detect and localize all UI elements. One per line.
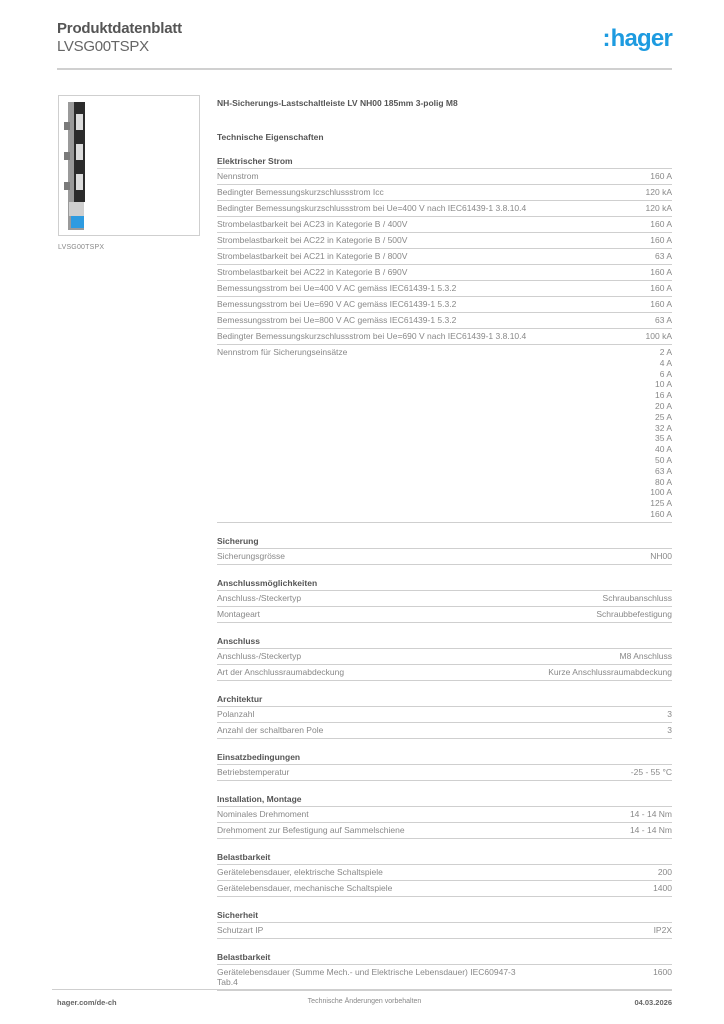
spec-label: Bedingter Bemessungskurzschlussstrom bei Ue=690 V nach IEC61439-1 3.8.10.4 — [217, 331, 527, 341]
spec-value — [537, 883, 672, 894]
spec-value-item: 20 A — [654, 400, 672, 411]
footer-divider — [52, 989, 672, 990]
spec-row — [217, 807, 672, 823]
spec-label: Nennstrom für Sicherungseinsätze — [217, 347, 348, 357]
spec-value-item: 3 — [667, 724, 672, 735]
spec-value-item: NH00 — [650, 550, 672, 561]
spec-value — [537, 283, 672, 294]
spec-value-item: 160 A — [650, 171, 672, 181]
spec-value — [537, 967, 672, 978]
spec-label: Strombelastbarkeit bei AC22 in Kategorie B / 690V — [217, 267, 408, 277]
spec-value-item: 40 A — [654, 444, 672, 455]
spec-label: Bemessungsstrom bei Ue=690 V AC gemäss IEC61439-1 5.3.2 — [217, 299, 457, 309]
product-code: LVSG00TSPX — [57, 38, 149, 55]
spec-row — [217, 201, 672, 217]
technical-properties-heading: Technische Eigenschaften — [217, 132, 324, 142]
spec-value — [537, 867, 672, 878]
spec-value-item: 32 A — [654, 422, 672, 433]
spec-label: Art der Anschlussraumabdeckung — [217, 666, 345, 677]
spec-label: Bedingter Bemessungskurzschlussstrom bei Ue=400 V nach IEC61439-1 3.8.10.4 — [217, 203, 527, 213]
spec-value-item: M8 Anschluss — [619, 650, 672, 661]
spec-value — [537, 299, 672, 310]
spec-value — [537, 267, 672, 278]
spec-value-item: 3 — [667, 708, 672, 719]
spec-value — [537, 187, 672, 198]
spec-row — [217, 649, 672, 665]
fuse-switch-disconnector-image — [63, 100, 89, 232]
spec-label: Sicherungsgrösse — [217, 550, 286, 561]
product-name: NH-Sicherungs-Lastschaltleiste LV NH00 185mm 3-polig M8 — [217, 98, 458, 108]
section-title: Elektrischer Strom — [217, 155, 672, 169]
spec-label: Strombelastbarkeit bei AC22 in Kategorie B / 500V — [217, 235, 408, 245]
spec-row — [217, 297, 672, 313]
document-title: Produktdatenblatt — [57, 20, 182, 37]
spec-row — [217, 865, 672, 881]
spec-section — [217, 751, 672, 781]
spec-value — [537, 651, 672, 662]
spec-value-item: Schraubbefestigung — [596, 608, 672, 619]
spec-value-item: 80 A — [654, 476, 672, 487]
spec-value-item: 100 kA — [645, 331, 672, 341]
spec-label: Betriebstemperatur — [217, 766, 290, 777]
spec-value — [537, 347, 672, 520]
section-title: Installation, Montage — [217, 793, 672, 807]
spec-value — [537, 331, 672, 342]
spec-value-item: 200 — [657, 866, 672, 877]
section-title: Belastbarkeit — [217, 951, 672, 965]
spec-section — [217, 635, 672, 681]
spec-value-item: 1400 — [653, 882, 672, 893]
spec-value-item: 14 - 14 Nm — [629, 808, 672, 819]
spec-row — [217, 965, 672, 991]
spec-value-item: 160 A — [650, 219, 672, 229]
spec-value-item: 160 A — [650, 283, 672, 293]
spec-label: Drehmoment zur Befestigung auf Sammelschiene — [217, 824, 405, 835]
spec-row — [217, 765, 672, 781]
spec-row — [217, 591, 672, 607]
spec-section — [217, 577, 672, 623]
spec-label: Gerätelebensdauer, elektrische Schaltspiele — [217, 866, 383, 877]
spec-value-item: 63 A — [654, 315, 672, 325]
spec-row — [217, 345, 672, 523]
spec-row — [217, 923, 672, 939]
image-caption: LVSG00TSPX — [58, 244, 105, 251]
section-title: Architektur — [217, 693, 672, 707]
product-image-frame — [58, 95, 200, 236]
spec-value-item: 160 A — [650, 235, 672, 245]
logo-colon: : — [602, 25, 610, 52]
spec-value — [537, 551, 672, 562]
spec-value-item: 160 A — [650, 267, 672, 277]
spec-value-item: 16 A — [654, 390, 672, 401]
spec-value-item: 25 A — [654, 411, 672, 422]
spec-value-item: 100 A — [650, 487, 672, 498]
spec-label: Gerätelebensdauer, mechanische Schaltspiele — [217, 882, 393, 893]
spec-value-item: -25 - 55 °C — [630, 766, 672, 777]
spec-row — [217, 169, 672, 185]
footer-website-link[interactable]: hager.com/de-ch — [57, 998, 117, 1007]
spec-value-item: 35 A — [654, 433, 672, 444]
spec-value-item: Schraubanschluss — [602, 592, 672, 603]
spec-value — [537, 709, 672, 720]
spec-label: Montageart — [217, 608, 260, 619]
spec-value-item: IP2X — [653, 924, 672, 935]
spec-section — [217, 851, 672, 897]
spec-row — [217, 607, 672, 623]
spec-value — [537, 235, 672, 246]
spec-value-item: 10 A — [654, 379, 672, 390]
footer-date: 04.03.2026 — [634, 998, 672, 1007]
spec-row — [217, 707, 672, 723]
page-header — [57, 20, 672, 56]
spec-value-item: 160 A — [650, 508, 672, 519]
spec-value — [537, 251, 672, 262]
spec-value — [537, 593, 672, 604]
logo-text: hager — [610, 25, 672, 52]
spec-row — [217, 665, 672, 681]
spec-row — [217, 549, 672, 565]
spec-value-item: 4 A — [659, 357, 672, 368]
spec-row — [217, 217, 672, 233]
spec-value — [537, 171, 672, 182]
spec-value-item: 160 A — [650, 299, 672, 309]
hager-logo — [602, 26, 672, 52]
spec-value-item: 125 A — [650, 498, 672, 509]
spec-value-item: 63 A — [654, 465, 672, 476]
spec-row — [217, 823, 672, 839]
spec-value-item: 120 kA — [645, 203, 672, 213]
spec-value-item: 2 A — [659, 347, 672, 357]
section-title: Sicherheit — [217, 909, 672, 923]
spec-label: Nominales Drehmoment — [217, 808, 309, 819]
spec-value-item: 63 A — [654, 251, 672, 261]
spec-value — [537, 825, 672, 836]
spec-row — [217, 185, 672, 201]
spec-label: Gerätelebensdauer (Summe Mech.- und Elektrische Lebensdauer) IEC60947-3 Tab.4 — [217, 966, 516, 988]
spec-section — [217, 909, 672, 939]
spec-label: Bedingter Bemessungskurzschlussstrom Icc — [217, 187, 384, 197]
spec-row — [217, 329, 672, 345]
header-divider — [57, 68, 672, 70]
spec-row — [217, 281, 672, 297]
spec-label: Bemessungsstrom bei Ue=800 V AC gemäss IEC61439-1 5.3.2 — [217, 315, 457, 325]
spec-section — [217, 535, 672, 565]
spec-label: Strombelastbarkeit bei AC21 in Kategorie B / 800V — [217, 251, 408, 261]
spec-row — [217, 249, 672, 265]
spec-section — [217, 693, 672, 739]
spec-row — [217, 313, 672, 329]
spec-value — [537, 767, 672, 778]
spec-value — [537, 609, 672, 620]
spec-value — [537, 219, 672, 230]
spec-label: Anschluss-/Steckertyp — [217, 650, 302, 661]
spec-row — [217, 265, 672, 281]
section-title: Anschlussmöglichkeiten — [217, 577, 672, 591]
spec-label: Schutzart IP — [217, 924, 264, 935]
section-title: Anschluss — [217, 635, 672, 649]
section-title: Sicherung — [217, 535, 672, 549]
spec-label: Anschluss-/Steckertyp — [217, 592, 302, 603]
spec-value-item: 14 - 14 Nm — [629, 824, 672, 835]
spec-value — [537, 925, 672, 936]
spec-row — [217, 723, 672, 739]
footer-disclaimer: Technische Änderungen vorbehalten — [307, 998, 422, 1005]
spec-value — [537, 315, 672, 326]
spec-label: Strombelastbarkeit bei AC23 in Kategorie B / 400V — [217, 219, 408, 229]
spec-row — [217, 881, 672, 897]
spec-label: Nennstrom — [217, 171, 259, 181]
spec-value-item: 1600 — [653, 966, 672, 977]
spec-value — [537, 725, 672, 736]
spec-value — [537, 203, 672, 214]
spec-value — [537, 667, 672, 678]
spec-value-item: 6 A — [659, 368, 672, 379]
spec-row — [217, 233, 672, 249]
spec-label: Anzahl der schaltbaren Pole — [217, 724, 324, 735]
spec-value-item: 120 kA — [645, 187, 672, 197]
section-title: Einsatzbedingungen — [217, 751, 672, 765]
spec-value-item: 50 A — [654, 454, 672, 465]
spec-label: Polanzahl — [217, 708, 255, 719]
spec-section — [217, 793, 672, 839]
spec-section — [217, 155, 672, 523]
specifications — [217, 96, 672, 991]
spec-section — [217, 951, 672, 991]
spec-sections — [217, 155, 672, 991]
spec-value-item: Kurze Anschlussraumabdeckung — [548, 666, 672, 677]
spec-value — [537, 809, 672, 820]
spec-label: Bemessungsstrom bei Ue=400 V AC gemäss IEC61439-1 5.3.2 — [217, 283, 457, 293]
section-title: Belastbarkeit — [217, 851, 672, 865]
